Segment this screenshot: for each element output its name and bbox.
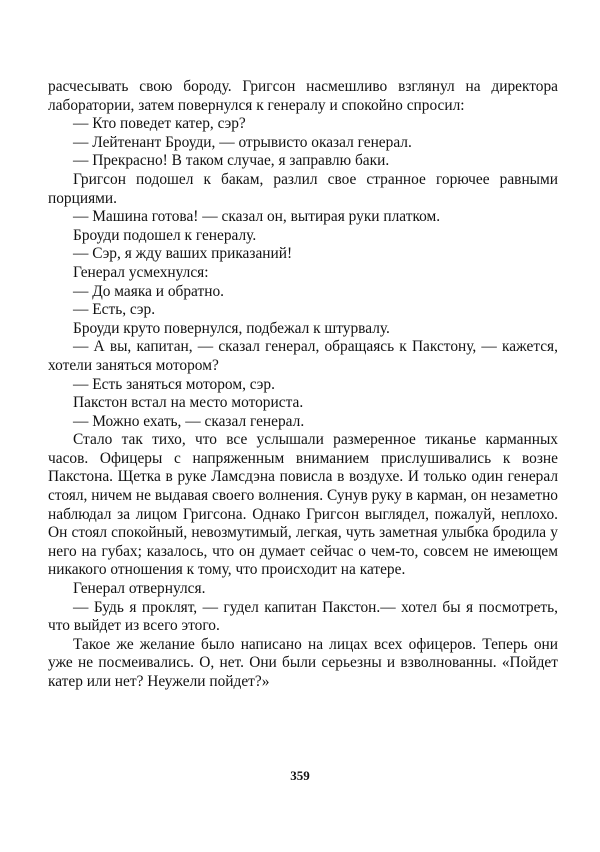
paragraph: расчесывать свою бороду. Григсон насмешливо взглянул на директора лаборатории, затем повернулся к генералу и спокойно спросил: <box>48 78 558 114</box>
paragraph: — Есть, сэр. <box>73 301 156 319</box>
paragraph: — Прекрасно! В таком случае, я заправлю баки. <box>73 152 390 170</box>
paragraph: — Будь я проклят, — гудел капитан Пакстон.— хотел бы я посмотреть, что выйдет из всего этого. <box>48 598 558 635</box>
paragraph: — Есть заняться мотором, сэр. <box>73 375 275 393</box>
paragraph: Генерал усмехнулся: <box>73 263 209 281</box>
paragraph: Григсон подошел к бакам, разлил свое странное горючее равными порциями. <box>48 170 558 207</box>
paragraph: — Кто поведет катер, сэр? <box>73 115 246 133</box>
body-text <box>48 78 558 692</box>
paragraph: Такое же желание было написано на лицах всех офицеров. Теперь они уже не посмеивались. О, нет. Они были серьезны и взволнованны. «Пойдет катер или нет? Неужели пойдет?» <box>48 635 558 690</box>
paragraph: — До маяка и обратно. <box>73 282 224 300</box>
paragraph: Броуди круто повернулся, подбежал к штурвалу. <box>73 319 390 337</box>
paragraph: Генерал отвернулся. <box>73 580 206 598</box>
paragraph: — Лейтенант Броуди, — отрывисто оказал генерал. <box>73 133 412 151</box>
paragraph: Броуди подошел к генералу. <box>73 226 257 244</box>
paragraph: — Можно ехать, — сказал генерал. <box>73 412 305 430</box>
paragraph: Пакстон встал на место моториста. <box>73 394 304 412</box>
paragraph: — Машина готова! — сказал он, вытирая руки платком. <box>73 208 441 226</box>
page-number: 359 <box>290 768 310 783</box>
paragraph: Стало так тихо, что все услышали размеренное тиканье карманных часов. Офицеры с напряженным вниманием прислушивались к возне Пакстона. Щетка в руке Ламсдэна повисла в воздухе. И только один генерал стоял, ничем не выдавая своего волнения. Сунув руку в карман, он незаметно наблюдал за лицом Григсона. Однако Григсон выглядел, пожалуй, неплохо. Он стоял спокойный, невозмутимый, легкая, чуть заметная улыбка бродила у него на губах; казалось, что он думает сейчас о чем-то, совсем не имеющем никакого отношения к тому, что происходит на катере. <box>48 431 558 579</box>
paragraph: — Сэр, я жду ваших приказаний! <box>73 245 293 263</box>
paragraph: — А вы, капитан, — сказал генерал, обращаясь к Пакстону, — кажется, хотели заняться мотором? <box>48 338 558 374</box>
